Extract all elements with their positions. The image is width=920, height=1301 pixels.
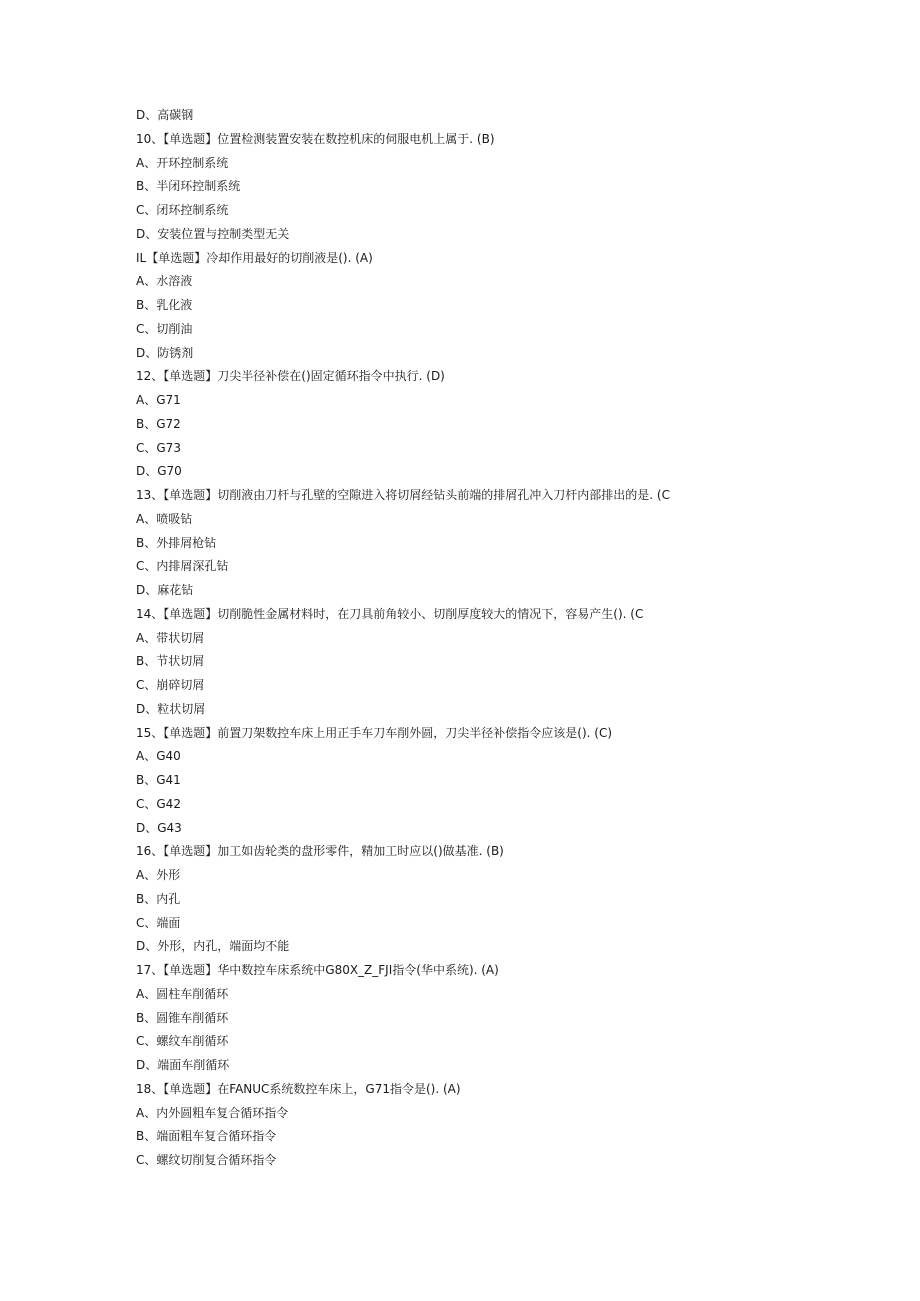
answer-option: A、水溶液 [136, 274, 193, 289]
answer-option: C、螺纹切削复合循环指令 [136, 1153, 277, 1167]
answer-option: A、圆柱车削循环 [136, 986, 229, 1001]
answer-option: B、G72 [136, 416, 181, 431]
answer-option: C、螺纹车削循环 [136, 1034, 229, 1049]
answer-option: A、喷吸钻 [136, 511, 193, 526]
answer-option: C、内排屑深孔钻 [136, 559, 229, 574]
question-line: 15、【单选题】前置刀架数控车床上用正手车刀车削外圆，刀尖半径补偿指令应该是(). (C) [136, 725, 613, 740]
answer-option: D、G43 [136, 820, 182, 835]
question-line: 13、【单选题】切削液由刀杆与孔壁的空隙进入将切屑经钻头前端的排屑孔冲入刀杆内部排出的是. (C [136, 488, 670, 502]
question-line: 17、【单选题】华中数控车床系统中G80X_Z_FJI指令(华中系统). (A) [136, 963, 499, 977]
question-line: 16、【单选题】加工如齿轮类的盘形零件，精加工时应以()做基准. (B) [136, 844, 504, 859]
answer-option: D、防锈剂 [136, 345, 194, 360]
document-body [136, 104, 896, 1173]
answer-option: B、外排屑枪钻 [136, 535, 217, 550]
answer-option: B、半闭环控制系统 [136, 179, 241, 194]
answer-option: A、带状切屑 [136, 630, 205, 645]
answer-option: B、节状切屑 [136, 654, 205, 669]
answer-option: B、端面粗车复合循环指令 [136, 1129, 277, 1144]
answer-option: B、圆锥车削循环 [136, 1010, 229, 1025]
answer-option: B、乳化液 [136, 298, 193, 312]
answer-option: D、高碳钢 [136, 108, 194, 122]
answer-option: C、闭环控制系统 [136, 203, 229, 217]
answer-option: B、内孔 [136, 891, 181, 906]
answer-option: A、开环控制系统 [136, 155, 229, 170]
answer-option: C、崩碎切屑 [136, 678, 205, 692]
answer-option: D、端面车削循环 [136, 1058, 230, 1072]
answer-option: D、G70 [136, 464, 182, 479]
answer-option: A、外形 [136, 868, 181, 882]
answer-option: C、G73 [136, 440, 181, 455]
answer-option: A、G71 [136, 393, 181, 407]
answer-option: B、G41 [136, 773, 181, 787]
answer-option: D、粒状切屑 [136, 701, 206, 716]
question-line: 10、【单选题】位置检测装置安装在数控机床的伺服电机上属于. (B) [136, 131, 495, 146]
question-line: 18、【单选题】在FANUC系统数控车床上，G71指令是(). (A) [136, 1081, 461, 1096]
answer-option: A、内外圆粗车复合循环指令 [136, 1105, 289, 1120]
question-line: 14、【单选题】切削脆性金属材料时，在刀具前角较小、切削厚度较大的情况下，容易产生(). (C [136, 606, 644, 621]
answer-option: D、麻花钻 [136, 583, 194, 597]
answer-option: D、安装位置与控制类型无关 [136, 226, 290, 241]
question-line: IL【单选题】冷却作用最好的切削液是(). (A) [136, 250, 373, 265]
answer-option: D、外形，内孔，端面均不能 [136, 939, 290, 954]
answer-option: C、切削油 [136, 321, 193, 336]
question-line: 12、【单选题】刀尖半径补偿在()固定循环指令中执行. (D) [136, 369, 445, 384]
answer-option: A、G40 [136, 749, 181, 764]
answer-option: C、G42 [136, 796, 181, 811]
answer-option: C、端面 [136, 915, 181, 930]
